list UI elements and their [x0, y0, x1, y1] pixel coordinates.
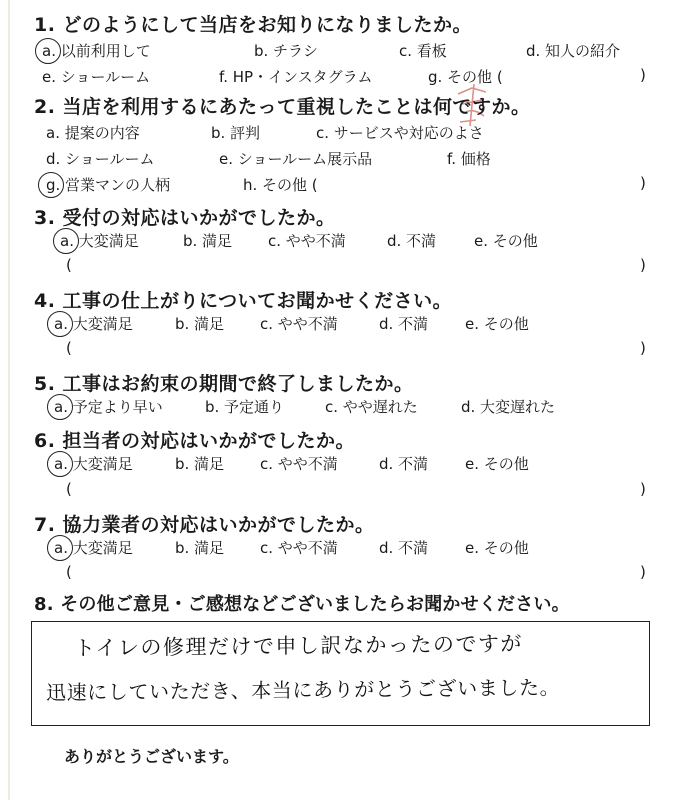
- q6-option-e: e. その他: [465, 455, 529, 473]
- paper-edge: [8, 0, 10, 800]
- question-2-title: 2. 当店を利用するにあたって重視したことは何ですか。: [34, 96, 531, 118]
- q7-close-paren: ): [640, 563, 646, 581]
- q2-option-b: b. 評判: [211, 124, 261, 142]
- q7-option-e: e. その他: [465, 539, 529, 557]
- q7-open-paren: (: [66, 563, 72, 581]
- question-8-title: 8. その他ご意見・ご感想などございましたらお聞かせください。: [34, 594, 570, 615]
- q2-option-h: h. その他 (: [243, 176, 318, 194]
- q2-option-f: f. 価格: [447, 150, 491, 168]
- q1-option-e: e. ショールーム: [42, 68, 151, 86]
- q1-close-paren: ): [640, 66, 646, 84]
- closing-thanks: ありがとうございます。: [64, 747, 239, 766]
- q5-option-c: c. やや遅れた: [325, 398, 418, 416]
- q1-option-f: f. HP・インスタグラム: [219, 68, 373, 86]
- question-4-title: 4. 工事の仕上がりについてお聞かせください。: [34, 290, 453, 312]
- question-7-title: 7. 協力業者の対応はいかがでしたか。: [34, 514, 375, 536]
- q6-open-paren: (: [66, 480, 72, 498]
- q2-close-paren: ): [640, 174, 646, 192]
- q4-option-b: b. 満足: [175, 315, 225, 333]
- q3-option-d: d. 不満: [387, 232, 437, 250]
- q1-option-b: b. チラシ: [254, 42, 319, 60]
- handwritten-comment-line-1: トイレの修理だけで申し訳なかったのですが: [73, 631, 524, 661]
- q1-option-g: g. その他 (: [428, 68, 503, 86]
- handwritten-comment-line-2: 迅速にしていただき、本当にありがとうございました。: [45, 675, 561, 705]
- q2-option-a: a. 提案の内容: [46, 124, 140, 142]
- q5-option-d: d. 大変遅れた: [461, 398, 556, 416]
- q6-option-a: a. 大変満足: [54, 455, 133, 473]
- q7-option-c: c. やや不満: [260, 539, 338, 557]
- q7-option-b: b. 満足: [175, 539, 225, 557]
- q6-option-d: d. 不満: [379, 455, 429, 473]
- question-1-title: 1. どのようにして当店をお知りになりましたか。: [34, 14, 473, 36]
- q2-option-c: c. サービスや対応のよさ: [316, 124, 484, 142]
- q4-option-c: c. やや不満: [260, 315, 338, 333]
- q3-close-paren: ): [640, 256, 646, 274]
- q2-option-g: g. 営業マンの人柄: [46, 176, 171, 194]
- q2-option-e: e. ショールーム展示品: [219, 150, 373, 168]
- q7-option-a: a. 大変満足: [54, 539, 133, 557]
- q6-option-c: c. やや不満: [260, 455, 338, 473]
- q4-option-d: d. 不満: [379, 315, 429, 333]
- q3-option-c: c. やや不満: [268, 232, 346, 250]
- q7-option-d: d. 不満: [379, 539, 429, 557]
- q5-option-b: b. 予定通り: [205, 398, 285, 416]
- q1-option-c: c. 看板: [399, 42, 447, 60]
- q3-option-a: a. 大変満足: [60, 232, 139, 250]
- question-6-title: 6. 担当者の対応はいかがでしたか。: [34, 430, 356, 452]
- q4-open-paren: (: [66, 339, 72, 357]
- q2-option-d: d. ショールーム: [46, 150, 155, 168]
- q1-option-d: d. 知人の紹介: [526, 42, 621, 60]
- question-5-title: 5. 工事はお約束の期間で終了しましたか。: [34, 373, 414, 395]
- q5-option-a: a. 予定より早い: [54, 398, 163, 416]
- q4-option-e: e. その他: [465, 315, 529, 333]
- q4-option-a: a. 大変満足: [54, 315, 133, 333]
- question-3-title: 3. 受付の対応はいかがでしたか。: [34, 207, 336, 229]
- q3-open-paren: (: [66, 256, 72, 274]
- q4-close-paren: ): [640, 339, 646, 357]
- q3-option-e: e. その他: [474, 232, 538, 250]
- q6-option-b: b. 満足: [175, 455, 225, 473]
- q1-option-a: a. 以前利用して: [42, 42, 151, 60]
- q6-close-paren: ): [640, 480, 646, 498]
- q3-option-b: b. 満足: [183, 232, 233, 250]
